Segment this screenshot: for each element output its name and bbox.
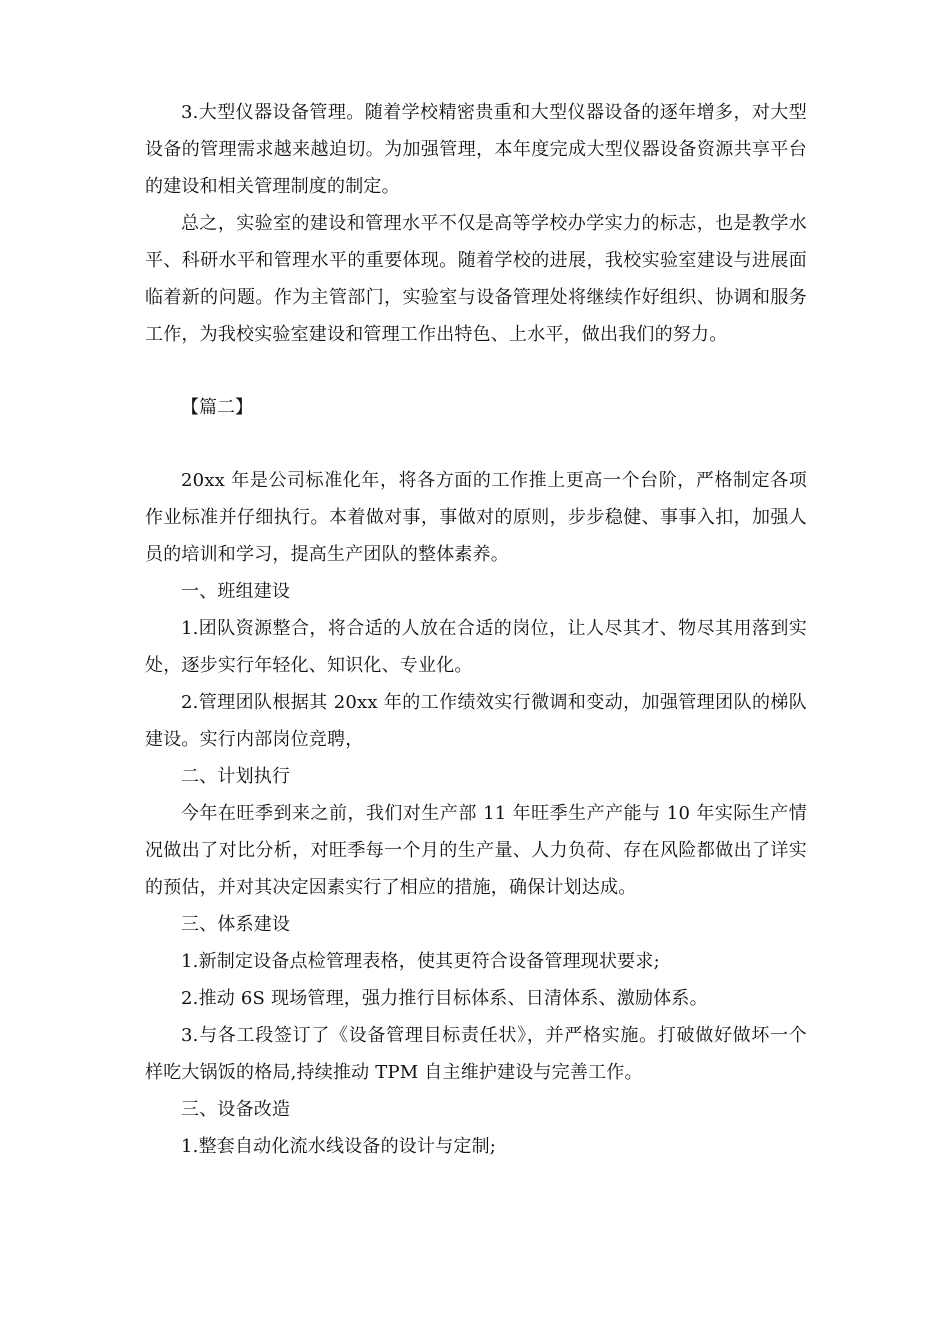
paragraph-system-item-3: 3.与各工段签订了《设备管理目标责任状》，并严格实施。打破做好做坏一个样吃大锅饭的格局,持续推动 TPM 自主维护建设与完善工作。	[145, 1025, 807, 1083]
spacer	[145, 426, 807, 462]
heading-system-building: 三、体系建设	[181, 914, 291, 935]
heading-equipment-upgrade: 三、设备改造	[181, 1099, 291, 1120]
spacer	[145, 353, 807, 389]
paragraph-plan: 今年在旺季到来之前，我们对生产部 11 年旺季生产产能与 10 年实际生产情况做出了对比分析，对旺季每一个月的生产量、人力负荷、存在风险都做出了详实的预估，并对其决定因素实行了相应的措施，确保计划达成。	[145, 803, 807, 898]
paragraph-team-item-1: 1.团队资源整合，将合适的人放在合适的岗位，让人尽其才、物尽其用落到实处，逐步实行年轻化、知识化、专业化。	[145, 618, 807, 676]
paragraph-large-equipment: 3.大型仪器设备管理。随着学校精密贵重和大型仪器设备的逐年增多，对大型设备的管理需求越来越迫切。为加强管理，本年度完成大型仪器设备资源共享平台的建设和相关管理制度的制定。	[145, 102, 807, 197]
section-title: 【篇二】	[181, 397, 253, 418]
paragraph-equipment-item-1: 1.整套自动化流水线设备的设计与定制;	[181, 1136, 497, 1157]
document-body	[145, 94, 807, 1165]
paragraph-intro: 20xx 年是公司标准化年，将各方面的工作推上更高一个台阶，严格制定各项作业标准并仔细执行。本着做对事，事做对的原则，步步稳健、事事入扣，加强人员的培训和学习，提高生产团队的整体素养。	[145, 470, 807, 565]
paragraph-system-item-1: 1.新制定设备点检管理表格，使其更符合设备管理现状要求;	[181, 951, 660, 972]
paragraph-team-item-2: 2.管理团队根据其 20xx 年的工作绩效实行微调和变动，加强管理团队的梯队建设。实行内部岗位竞聘，	[145, 692, 807, 750]
paragraph-summary: 总之，实验室的建设和管理水平不仅是高等学校办学实力的标志，也是教学水平、科研水平和管理水平的重要体现。随着学校的进展，我校实验室建设与进展面临着新的问题。作为主管部门，实验室与设备管理处将继续作好组织、协调和服务工作，为我校实验室建设和管理工作出特色、上水平，做出我们的努力。	[145, 213, 807, 345]
paragraph-system-item-2: 2.推动 6S 现场管理，强力推行目标体系、日清体系、激励体系。	[181, 988, 708, 1009]
heading-team-building: 一、班组建设	[181, 581, 291, 602]
heading-plan-execution: 二、计划执行	[181, 766, 291, 787]
